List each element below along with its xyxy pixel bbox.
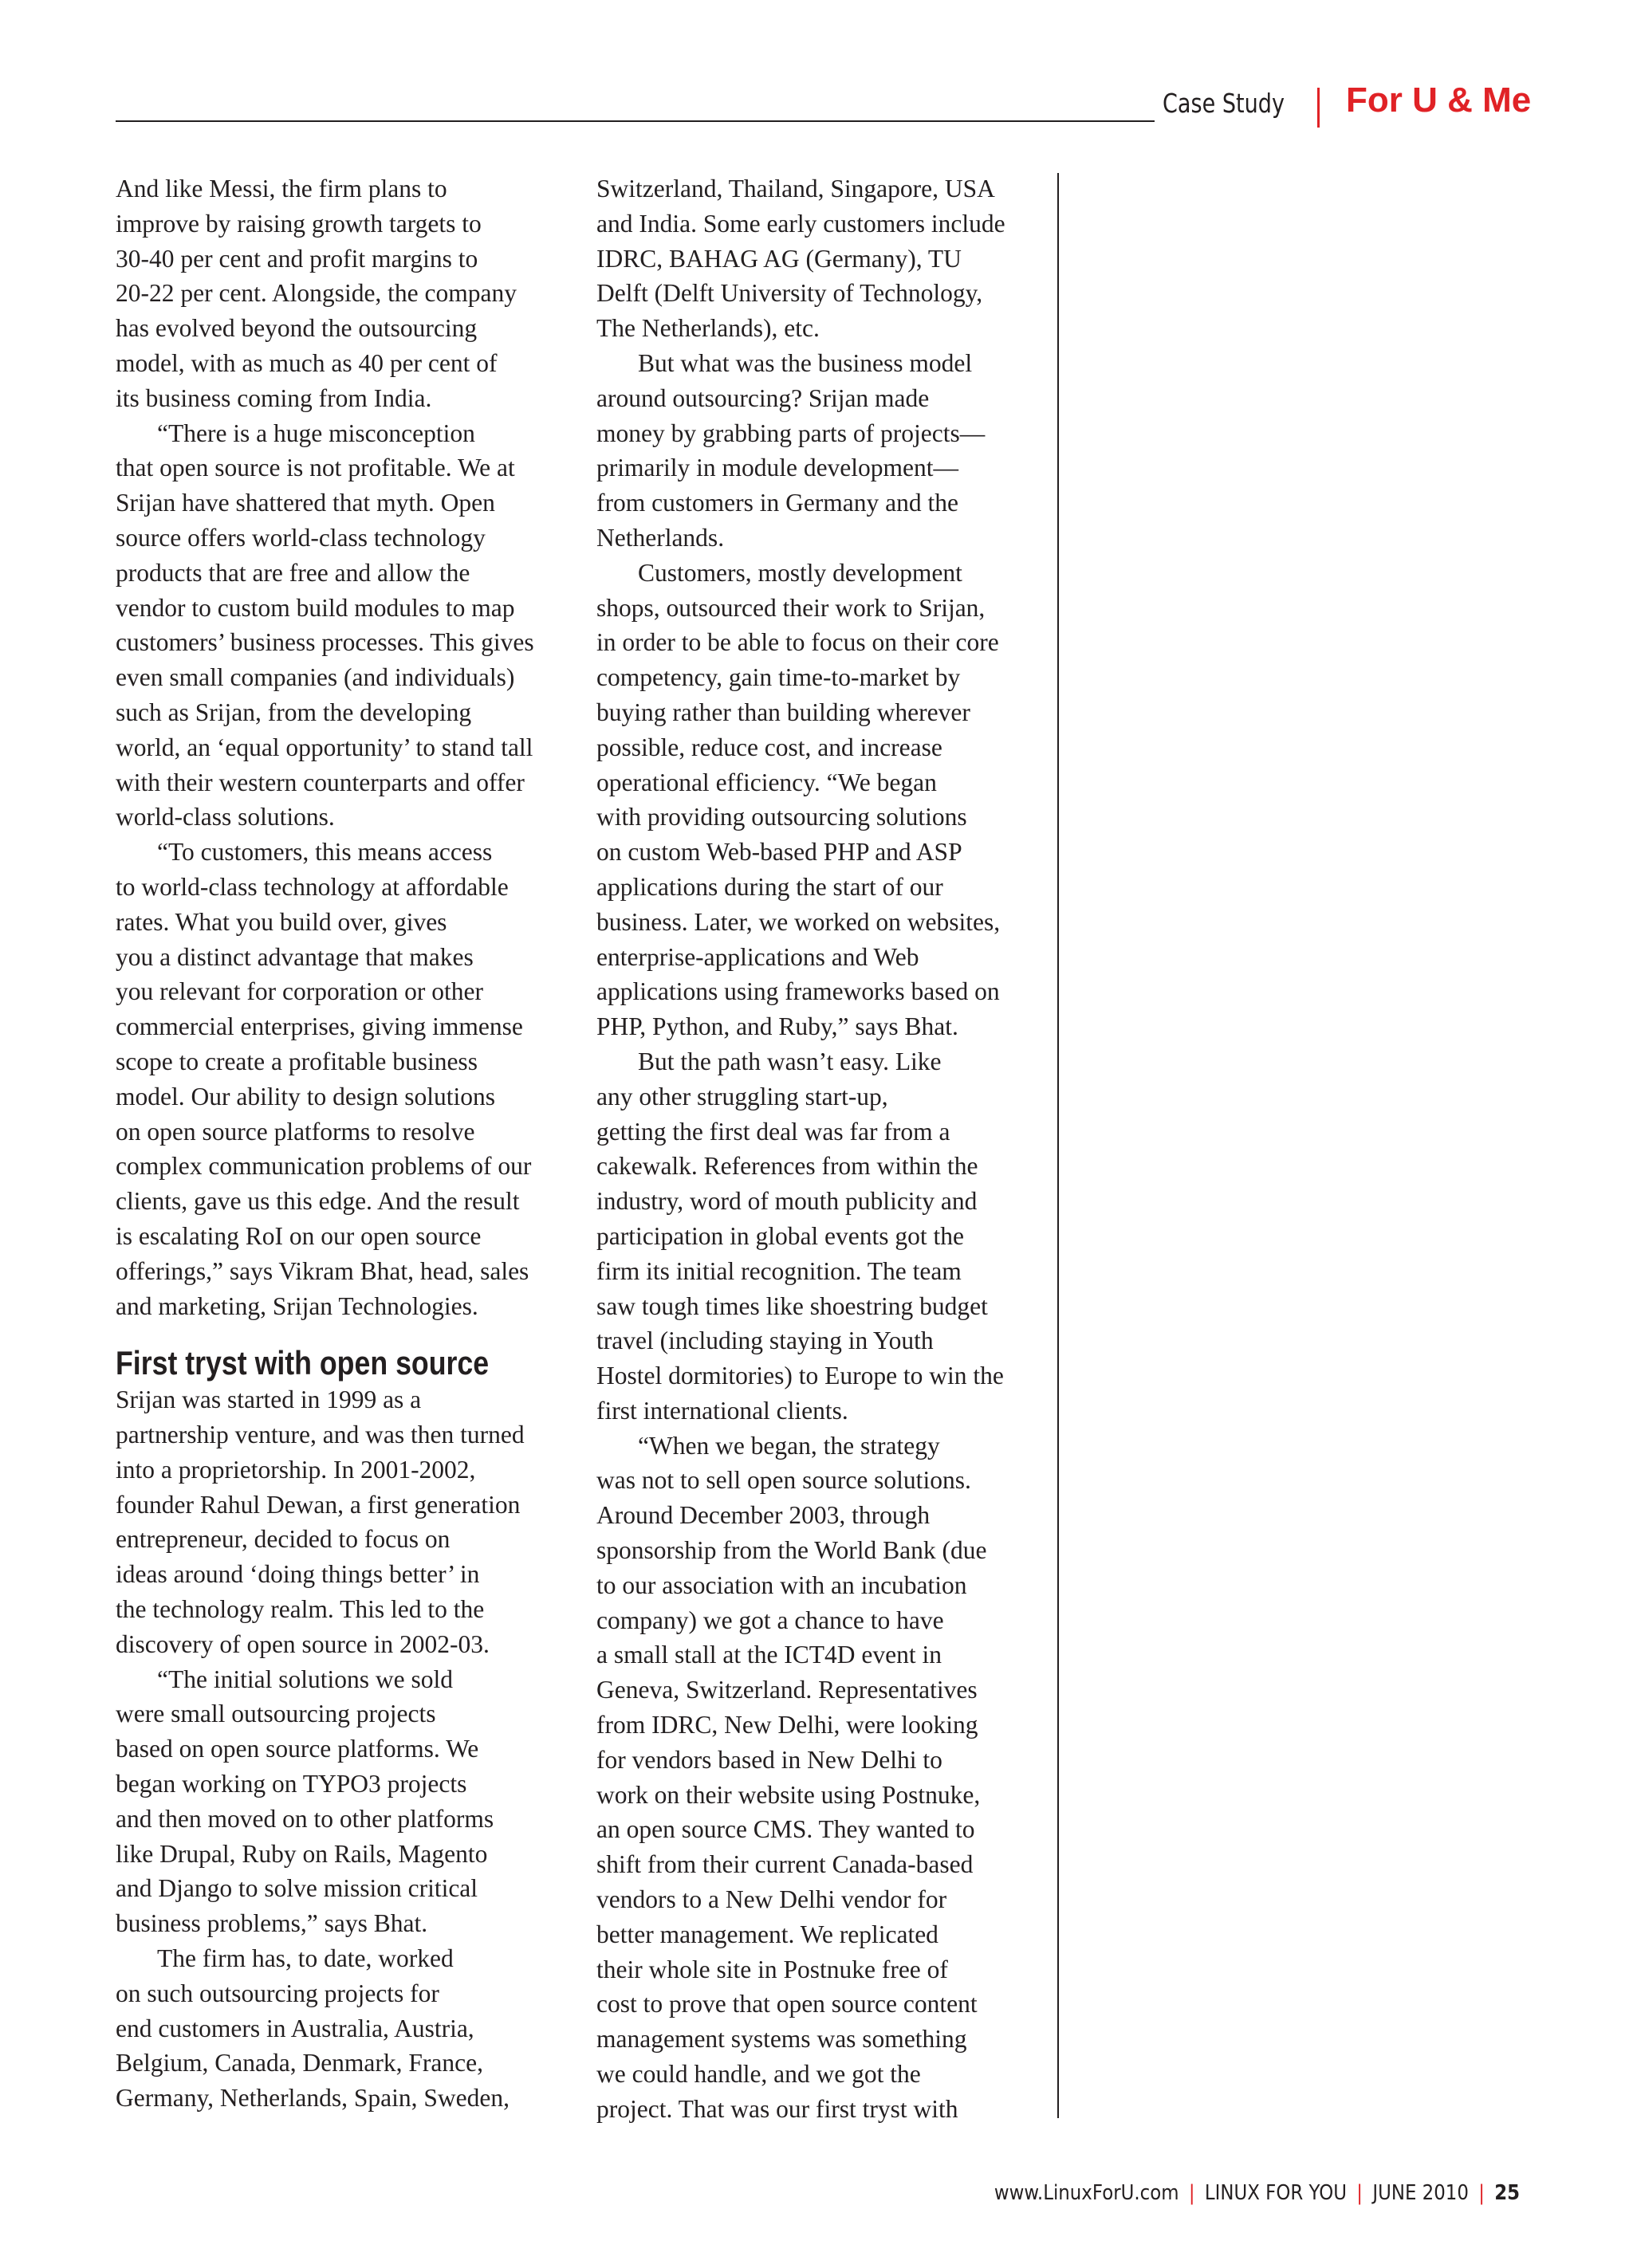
text-line: from IDRC, New Delhi, were looking <box>596 1711 978 1739</box>
text-line: to world-class technology at affordable <box>116 872 509 901</box>
text-line: The firm has, to date, worked <box>157 1944 454 1973</box>
text-line: PHP, Python, and Ruby,” says Bhat. <box>596 1012 958 1041</box>
text-line: first international clients. <box>596 1396 848 1425</box>
text-line: model. Our ability to design solutions <box>116 1082 495 1110</box>
section-heading: First tryst with open source <box>116 1344 490 1382</box>
text-line: Delft (Delft University of Technology, <box>596 279 983 308</box>
text-line: cakewalk. References from within the <box>596 1152 978 1181</box>
column-rule <box>1057 173 1059 2118</box>
text-line: Netherlands. <box>596 523 725 552</box>
text-line: to our association with an incubation <box>596 1570 967 1599</box>
text-line: that open source is not profitable. We at <box>116 454 515 482</box>
text-line: IDRC, BAHAG AG (Germany), TU <box>596 244 962 273</box>
text-line: 20-22 per cent. Alongside, the company <box>116 279 517 308</box>
text-line: firm its initial recognition. The team <box>596 1256 962 1285</box>
text-line: business. Later, we worked on websites, <box>596 907 1001 936</box>
text-line: based on open source platforms. We <box>116 1735 479 1763</box>
text-line: Customers, mostly development <box>638 558 962 587</box>
text-line: for vendors based in New Delhi to <box>596 1745 942 1774</box>
text-line: from customers in Germany and the <box>596 489 958 517</box>
text-line: saw tough times like shoestring budget <box>596 1291 988 1320</box>
footer-separator: | <box>1356 2181 1363 2205</box>
text-line: any other struggling start-up, <box>596 1082 888 1110</box>
text-line: The Netherlands), etc. <box>596 314 820 343</box>
text-line: But what was the business model <box>638 348 973 377</box>
text-line: customers’ business processes. This gives <box>116 628 534 657</box>
text-line: partnership venture, and was then turned <box>116 1421 525 1449</box>
text-line: But the path wasn’t easy. Like <box>638 1047 942 1075</box>
text-line: applications using frameworks based on <box>596 977 1000 1006</box>
text-line: applications during the start of our <box>596 872 943 901</box>
text-line: getting the first deal was far from a <box>596 1117 950 1146</box>
header-rule <box>116 120 1155 122</box>
left-column <box>116 171 562 2116</box>
text-line: and marketing, Srijan Technologies. <box>116 1291 478 1320</box>
text-line: And like Messi, the firm plans to <box>116 175 447 202</box>
text-line: their whole site in Postnuke free of <box>596 1955 948 1983</box>
page-number: 25 <box>1494 2181 1520 2205</box>
text-line: and Django to solve mission critical <box>116 1874 478 1903</box>
text-line: “When we began, the strategy <box>638 1431 940 1460</box>
text-line: “There is a huge misconception <box>157 419 475 447</box>
text-line: into a proprietorship. In 2001-2002, <box>116 1455 476 1484</box>
text-line: primarily in module development— <box>596 454 959 482</box>
text-line: were small outsourcing projects <box>116 1700 436 1728</box>
text-line: sponsorship from the World Bank (due <box>596 1536 987 1565</box>
text-line: project. That was our first tryst with <box>596 2094 958 2123</box>
text-line: scope to create a profitable business <box>116 1047 478 1075</box>
text-line: its business coming from India. <box>116 383 432 412</box>
text-line: Switzerland, Thailand, Singapore, USA <box>596 175 995 202</box>
text-line: around outsourcing? Srijan made <box>596 383 930 412</box>
text-line: “The initial solutions we sold <box>157 1665 453 1693</box>
footer-website[interactable]: www.LinuxForU.com <box>994 2181 1179 2205</box>
text-line: discovery of open source in 2002-03. <box>116 1629 490 1658</box>
text-line: “To customers, this means access <box>157 838 493 867</box>
text-line: complex communication problems of our <box>116 1152 532 1181</box>
text-line: vendor to custom build modules to map <box>116 593 515 622</box>
text-line: competency, gain time-to-market by <box>596 663 961 692</box>
text-line: began working on TYPO3 projects <box>116 1770 467 1798</box>
text-line: entrepreneur, decided to focus on <box>116 1525 451 1554</box>
text-line: travel (including staying in Youth <box>596 1327 934 1355</box>
text-line: Belgium, Canada, Denmark, France, <box>116 2049 483 2077</box>
text-line: business problems,” says Bhat. <box>116 1909 428 1938</box>
text-line: was not to sell open source solutions. <box>596 1466 971 1495</box>
text-line: with providing outsourcing solutions <box>596 803 967 831</box>
text-line: commercial enterprises, giving immense <box>116 1012 523 1041</box>
text-line: such as Srijan, from the developing <box>116 698 472 726</box>
text-line: Hostel dormitories) to Europe to win the <box>596 1362 1004 1390</box>
text-line: and India. Some early customers include <box>596 209 1005 238</box>
text-line: management systems was something <box>596 2025 967 2054</box>
text-line: vendors to a New Delhi vendor for <box>596 1885 947 1914</box>
text-line: clients, gave us this edge. And the result <box>116 1187 520 1216</box>
text-line: industry, word of mouth publicity and <box>596 1187 978 1216</box>
text-line: operational efficiency. “We began <box>596 768 937 796</box>
text-line: better management. We replicated <box>596 1920 938 1948</box>
text-line: on custom Web-based PHP and ASP <box>596 838 962 867</box>
text-line: offerings,” says Vikram Bhat, head, sales <box>116 1256 529 1285</box>
text-line: Geneva, Switzerland. Representatives <box>596 1676 978 1704</box>
footer-magazine: LINUX FOR YOU <box>1204 2181 1347 2205</box>
text-line: Germany, Netherlands, Spain, Sweden, <box>116 2084 510 2113</box>
text-line: founder Rahul Dewan, a first generation <box>116 1490 521 1519</box>
text-line: products that are free and allow the <box>116 558 470 587</box>
text-line: Around December 2003, through <box>596 1501 931 1530</box>
section-label: Case Study <box>1163 88 1285 119</box>
text-line: is escalating RoI on our open source <box>116 1221 482 1250</box>
text-line: participation in global events got the <box>596 1221 965 1250</box>
text-line: money by grabbing parts of projects— <box>596 419 986 447</box>
text-line: end customers in Australia, Austria, <box>116 2014 474 2042</box>
text-line: has evolved beyond the outsourcing <box>116 314 478 343</box>
text-line: shift from their current Canada-based <box>596 1850 974 1879</box>
text-line: buying rather than building wherever <box>596 698 970 726</box>
text-line: and then moved on to other platforms <box>116 1804 494 1833</box>
text-line: on such outsourcing projects for <box>116 1979 439 2007</box>
header-divider <box>1317 88 1320 128</box>
text-line: the technology realm. This led to the <box>116 1595 485 1624</box>
text-line: we could handle, and we got the <box>596 2060 921 2089</box>
text-line: an open source CMS. They wanted to <box>596 1815 975 1844</box>
text-line: rates. What you build over, gives <box>116 907 447 936</box>
text-line: Srijan was started in 1999 as a <box>116 1386 422 1414</box>
section-brand: For U & Me <box>1346 81 1532 120</box>
text-line: work on their website using Postnuke, <box>596 1780 981 1809</box>
footer-separator: | <box>1478 2181 1485 2205</box>
text-line: shops, outsourced their work to Srijan, <box>596 593 986 622</box>
page-footer <box>994 2181 1520 2205</box>
text-line: Srijan have shattered that myth. Open <box>116 489 495 517</box>
text-line: world, an ‘equal opportunity’ to stand tall <box>116 733 533 761</box>
text-line: even small companies (and individuals) <box>116 663 515 692</box>
text-line: a small stall at the ICT4D event in <box>596 1641 942 1669</box>
text-line: world-class solutions. <box>116 803 335 831</box>
text-line: like Drupal, Ruby on Rails, Magento <box>116 1839 488 1868</box>
footer-issue: JUNE 2010 <box>1372 2181 1469 2205</box>
text-line: ideas around ‘doing things better’ in <box>116 1560 480 1589</box>
text-line: model, with as much as 40 per cent of <box>116 348 498 377</box>
text-line: cost to prove that open source content <box>596 1990 978 2018</box>
text-line: you relevant for corporation or other <box>116 977 483 1006</box>
text-line: you a distinct advantage that makes <box>116 942 474 971</box>
text-line: on open source platforms to resolve <box>116 1117 475 1146</box>
text-line: with their western counterparts and offer <box>116 768 525 796</box>
right-column <box>596 171 1043 2127</box>
text-line: company) we got a chance to have <box>596 1606 944 1634</box>
footer-separator: | <box>1188 2181 1195 2205</box>
text-line: possible, reduce cost, and increase <box>596 733 942 761</box>
text-line: in order to be able to focus on their core <box>596 628 999 657</box>
text-line: improve by raising growth targets to <box>116 209 482 238</box>
text-line: source offers world-class technology <box>116 523 486 552</box>
text-line: 30-40 per cent and profit margins to <box>116 244 478 273</box>
text-line: enterprise-applications and Web <box>596 942 919 971</box>
